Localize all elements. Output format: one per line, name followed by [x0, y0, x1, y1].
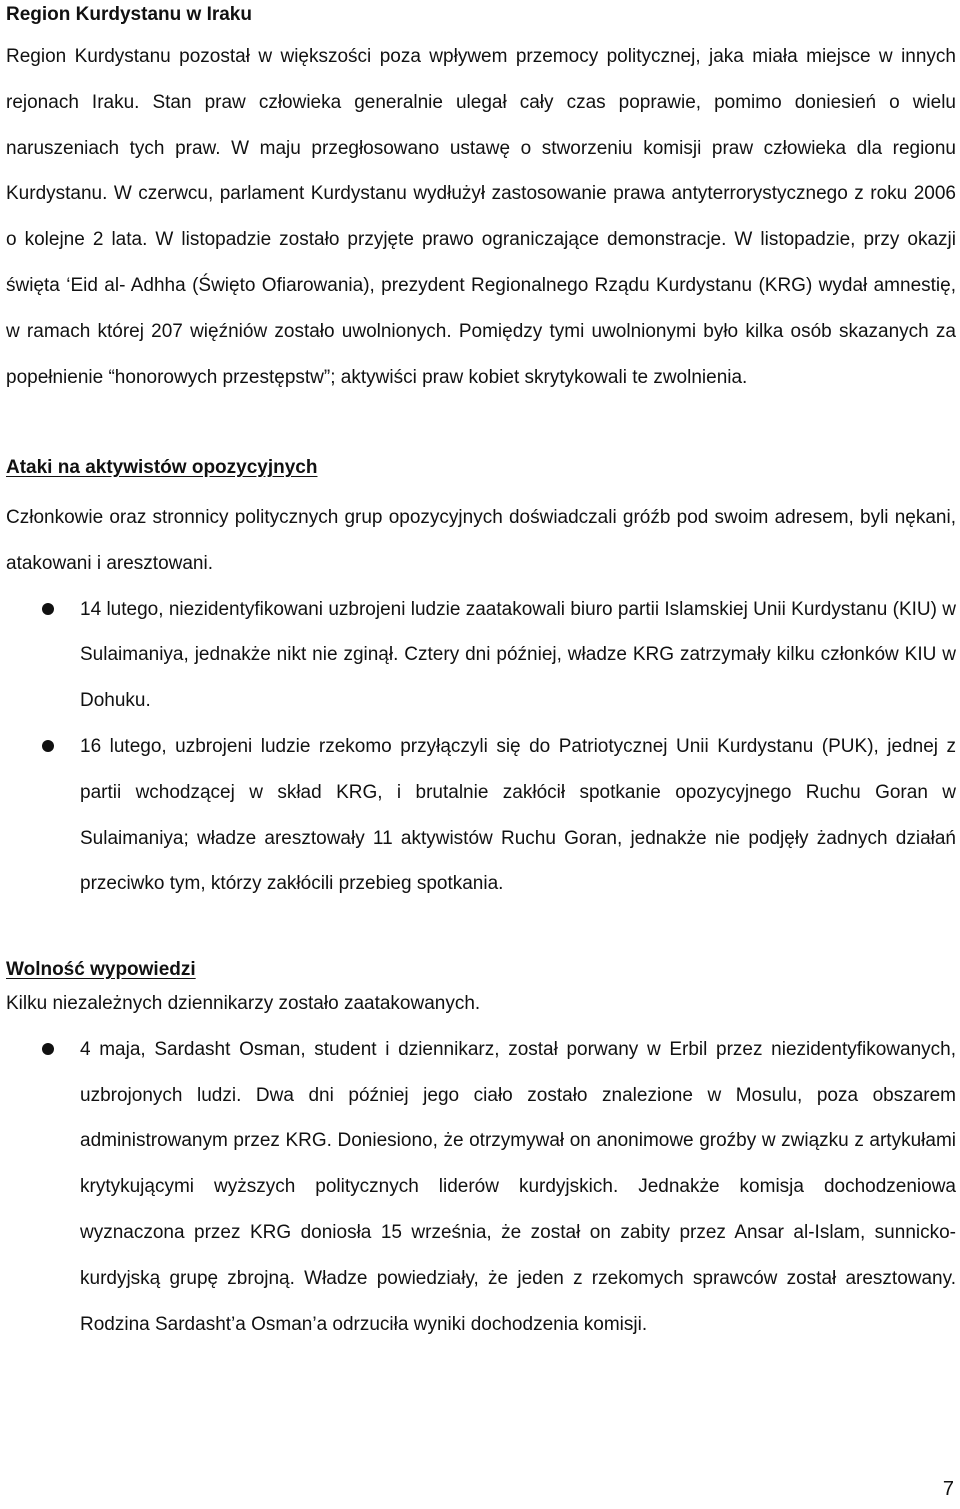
bullet-icon	[42, 603, 54, 615]
section-title: Region Kurdystanu w Iraku	[6, 4, 252, 25]
list-item-text: 14 lutego, niezidentyfikowani uzbrojeni ludzie zaatakowali biuro partii Islamskiej Unii Kurdystanu (KIU) w Sulaimaniya, jednakże nikt nie zginął. Cztery dni później, władze KRG zatrzymały kilku członków KIU w Dohuku.	[80, 598, 956, 712]
page-number: 7	[942, 1478, 954, 1500]
section-title: Wolność wypowiedzi	[6, 959, 196, 980]
bullet-icon	[42, 1043, 54, 1055]
bullet-icon	[42, 740, 54, 752]
bullet-list	[6, 1027, 956, 1348]
section-opposition-attacks	[6, 455, 956, 907]
list-item-text: 16 lutego, uzbrojeni ludzie rzekomo przyłączyli się do Patriotycznej Unii Kurdystanu (PUK), jednej z partii wchodzącej w skład KRG, i brutalnie zakłócił spotkanie opozycyjnego Ruchu Goran w Sulaimaniya; władze aresztowały 11 aktywistów Ruchu Goran, jednakże nie podjęły żadnych działań przeciwko tym, którzy zakłócili przebieg spotkania.	[80, 735, 956, 895]
section-paragraph: Region Kurdystanu pozostał w większości poza wpływem przemocy politycznej, jaka miała miejsce w innych rejonach Iraku. Stan praw człowieka generalnie ulegał cały czas poprawie, pomimo doniesień o wielu naruszeniach tych praw. W maju przegłosowano ustawę o stworzeniu komisji praw człowieka dla regionu Kurdystanu. W czerwcu, parlament Kurdystanu wydłużył zastosowanie prawa antyterrorystycznego z roku 2006 o kolejne 2 lata. W listopadzie zostało przyjęte prawo ograniczające demonstracje. W listopadzie, przy okazji święta ‘Eid al- Adhha (Święto Ofiarowania), prezydent Regionalnego Rządu Kurdystanu (KRG) wydał amnestię, w ramach której 207 więźniów zostało uwolnionych. Pomiędzy tymi uwolnionymi było kilka osób skazanych za popełnienie “honorowych przestępstw”; aktywiści praw kobiet skrytykowali te zwolnienia.	[6, 46, 956, 388]
section-freedom-of-expression	[6, 957, 956, 1347]
list-item-text: 4 maja, Sardasht Osman, student i dziennikarz, został porwany w Erbil przez niezidentyfikowanych, uzbrojonych ludzi. Dwa dni później jego ciało zostało znalezione w Mosulu, poza obszarem administrowanym przez KRG. Doniesiono, że otrzymywał on anonimowe groźby w związku z artykułami krytykującymi wyższych politycznych liderów kurdyjskich. Jednakże komisja dochodzeniowa wyznaczona przez KRG doniosła 15 września, że został on zabity przez Ansar al-Islam, sunnicko-kurdyjską grupę zbrojną. Władze powiedziały, że jeden z rzekomych sprawców został aresztowany. Rodzina Sardasht’a Osman’a odrzuciła wyniki dochodzenia komisji.	[80, 1038, 956, 1335]
list-item	[6, 724, 956, 907]
list-item	[6, 587, 956, 724]
section-title: Ataki na aktywistów opozycyjnych	[6, 457, 318, 478]
section-kurdistan-region	[6, 2, 956, 400]
section-intro: Członkowie oraz stronnicy politycznych grup opozycyjnych doświadczali gróźb pod swoim adresem, byli nękani, atakowani i aresztowani.	[6, 507, 956, 574]
section-intro: Kilku niezależnych dziennikarzy zostało zaatakowanych.	[6, 993, 481, 1014]
list-item	[6, 1027, 956, 1348]
bullet-list	[6, 587, 956, 908]
